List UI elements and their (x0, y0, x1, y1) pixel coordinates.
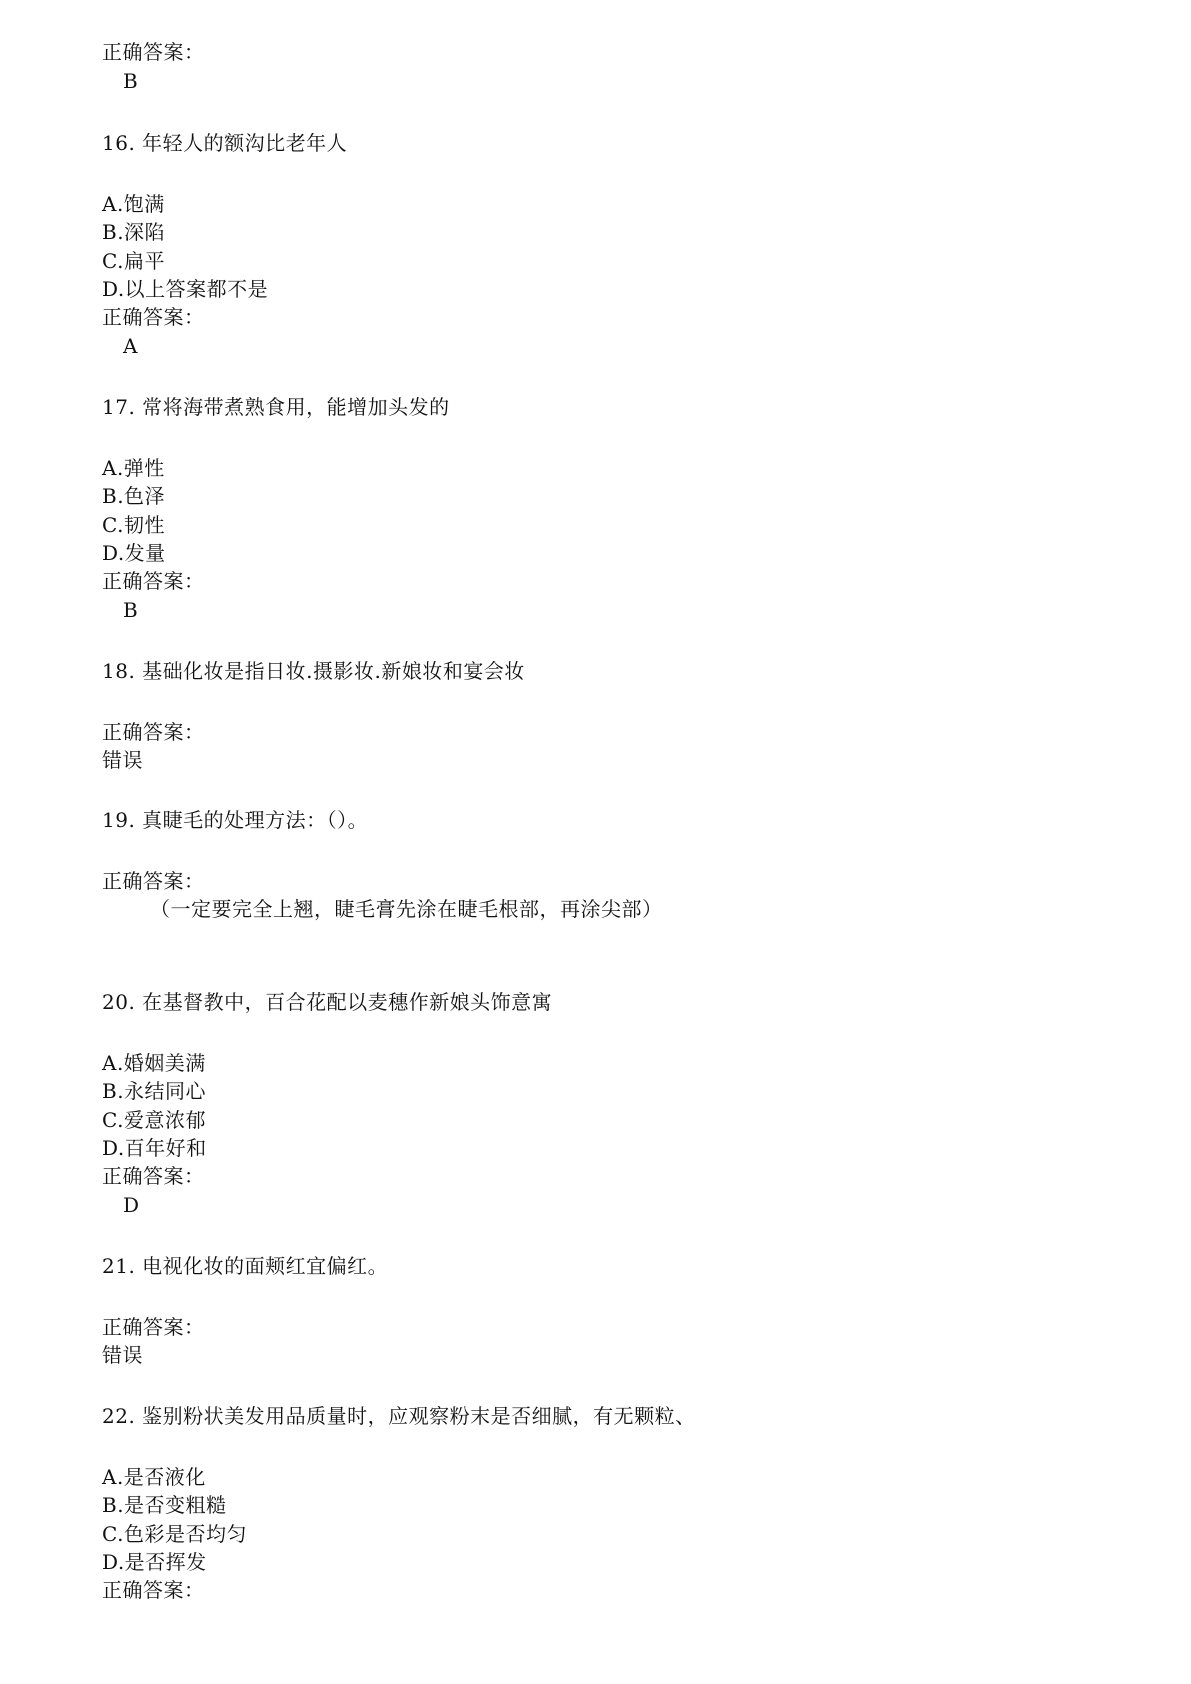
answer-value: A (123, 334, 138, 358)
option-a: A.婚姻美满 (102, 1051, 206, 1075)
answer-label: 正确答案： (102, 40, 205, 64)
answer-label: 正确答案： (102, 1315, 205, 1339)
option-d: D.发量 (102, 541, 166, 565)
option-d: D.是否挥发 (102, 1550, 207, 1574)
option-d: D.以上答案都不是 (102, 277, 269, 301)
option-b: B.是否变粗糙 (102, 1493, 227, 1517)
answer-value: B (123, 69, 139, 93)
option-d: D.百年好和 (102, 1136, 207, 1160)
option-b: B.永结同心 (102, 1079, 207, 1103)
answer-label: 正确答案： (102, 869, 205, 893)
answer-label: 正确答案： (102, 569, 205, 593)
option-b: B.色泽 (102, 484, 166, 508)
option-a: A.弹性 (102, 456, 165, 480)
question-stem: 19. 真睫毛的处理方法：（）。 (102, 808, 369, 832)
option-a: A.是否液化 (102, 1465, 206, 1489)
answer-label: 正确答案： (102, 1164, 205, 1188)
option-c: C.色彩是否均匀 (102, 1522, 247, 1546)
answer-label: 正确答案： (102, 720, 205, 744)
answer-value: 错误 (102, 748, 143, 772)
option-c: C.扁平 (102, 249, 165, 273)
option-c: C.韧性 (102, 513, 165, 537)
answer-value: D (123, 1193, 140, 1217)
question-stem: 18. 基础化妆是指日妆.摄影妆.新娘妆和宴会妆 (102, 659, 525, 683)
answer-value: 错误 (102, 1343, 143, 1367)
answer-value: （一定要完全上翘，睫毛膏先涂在睫毛根部，再涂尖部） (150, 897, 663, 921)
option-a: A.饱满 (102, 192, 165, 216)
option-b: B.深陷 (102, 220, 166, 244)
answer-label: 正确答案： (102, 1578, 205, 1602)
option-c: C.爱意浓郁 (102, 1108, 206, 1132)
question-stem: 21. 电视化妆的面颊红宜偏红。 (102, 1254, 389, 1278)
answer-value: B (123, 598, 139, 622)
question-stem: 17. 常将海带煮熟食用，能增加头发的 (102, 395, 450, 419)
question-stem: 20. 在基督教中，百合花配以麦穗作新娘头饰意寓 (102, 990, 553, 1014)
question-stem: 16. 年轻人的额沟比老年人 (102, 131, 348, 155)
answer-label: 正确答案： (102, 305, 205, 329)
question-stem: 22. 鉴别粉状美发用品质量时，应观察粉末是否细腻，有无颗粒、 (102, 1404, 696, 1428)
